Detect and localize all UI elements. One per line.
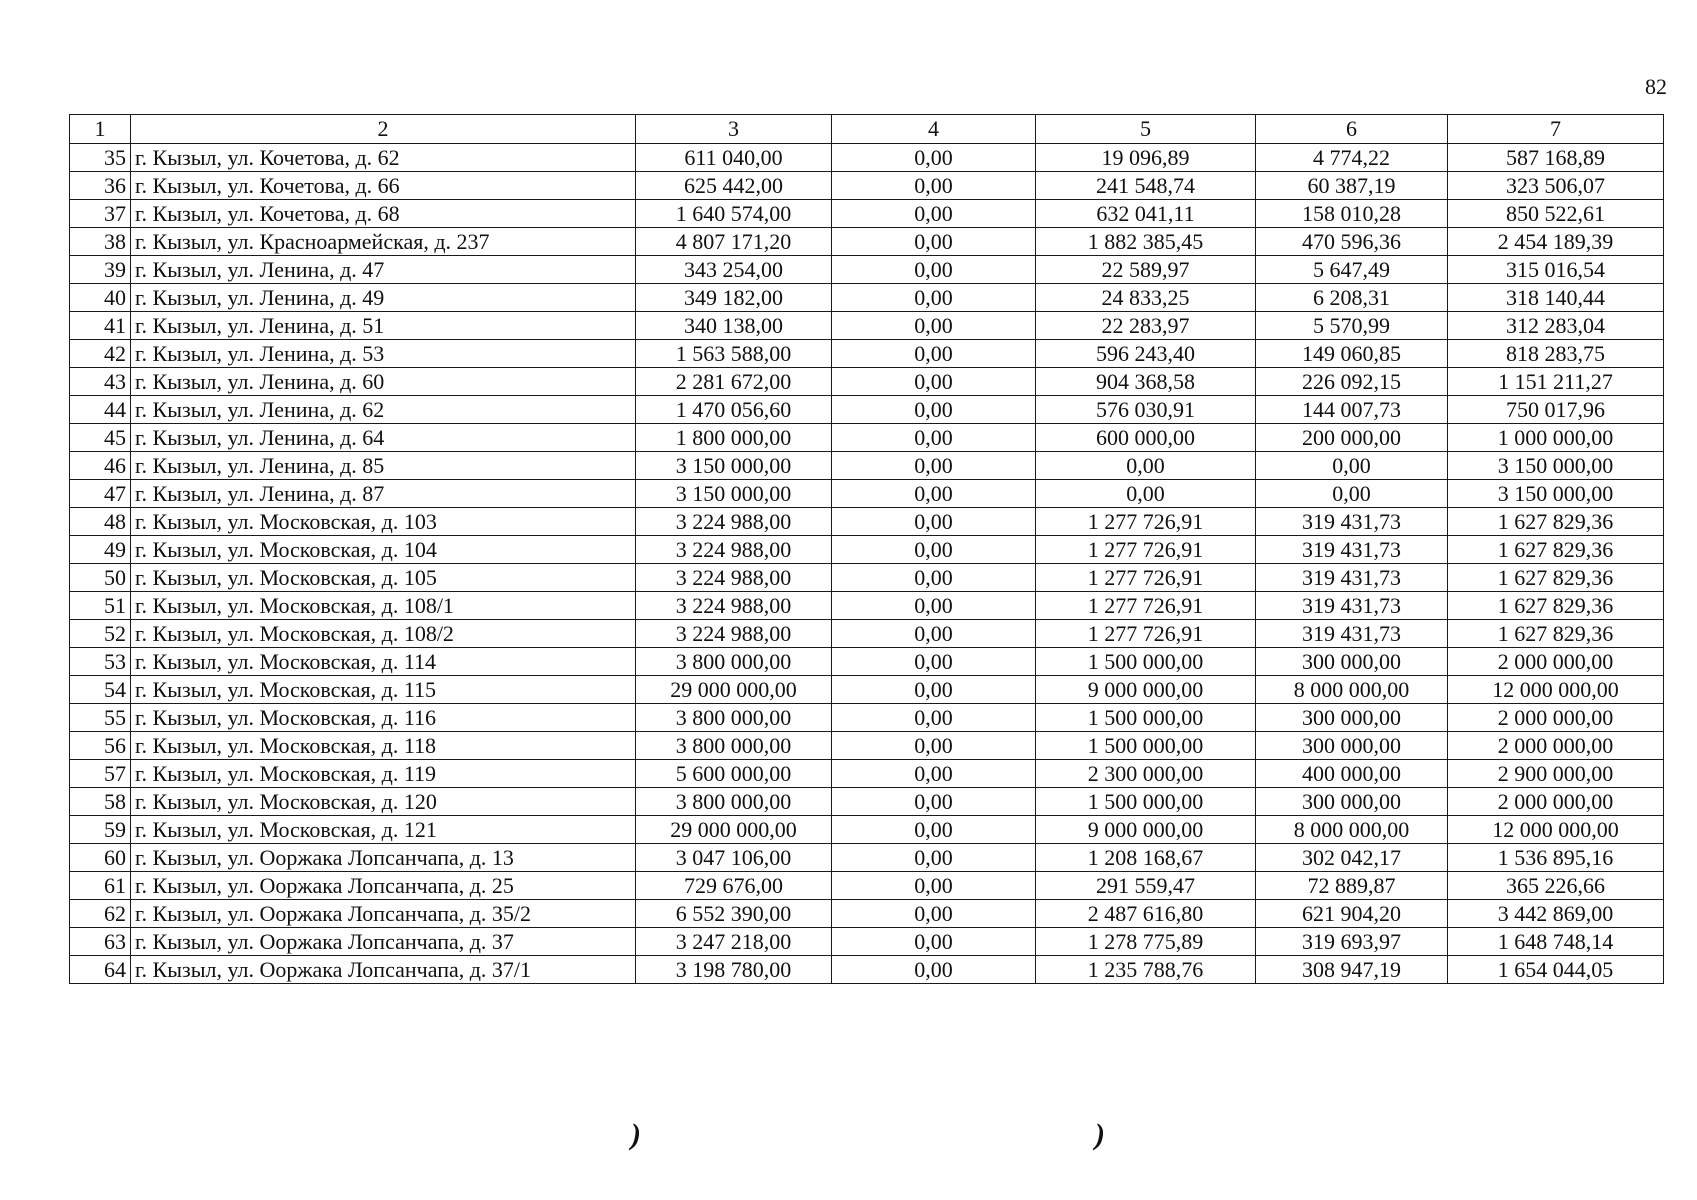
value-col-3-cell: 3 224 988,00	[636, 564, 832, 592]
address-cell: г. Кызыл, ул. Кочетова, д. 68	[131, 200, 636, 228]
row-number-cell: 45	[70, 424, 131, 452]
value-col-4-cell: 0,00	[832, 508, 1036, 536]
address-cell: г. Кызыл, ул. Ленина, д. 49	[131, 284, 636, 312]
value-col-6-cell: 0,00	[1256, 452, 1448, 480]
value-col-7-cell: 1 627 829,36	[1448, 508, 1664, 536]
value-col-3-cell: 1 640 574,00	[636, 200, 832, 228]
value-col-5-cell: 632 041,11	[1036, 200, 1256, 228]
value-col-3-cell: 3 800 000,00	[636, 732, 832, 760]
column-header-2: 2	[131, 115, 636, 144]
value-col-3-cell: 349 182,00	[636, 284, 832, 312]
value-col-5-cell: 9 000 000,00	[1036, 676, 1256, 704]
value-col-4-cell: 0,00	[832, 396, 1036, 424]
value-col-3-cell: 3 800 000,00	[636, 788, 832, 816]
table-row	[70, 872, 1664, 900]
value-col-5-cell: 1 278 775,89	[1036, 928, 1256, 956]
value-col-4-cell: 0,00	[832, 956, 1036, 984]
value-col-5-cell: 22 589,97	[1036, 256, 1256, 284]
value-col-4-cell: 0,00	[832, 452, 1036, 480]
table-row	[70, 396, 1664, 424]
value-col-3-cell: 1 800 000,00	[636, 424, 832, 452]
value-col-4-cell: 0,00	[832, 480, 1036, 508]
value-col-6-cell: 60 387,19	[1256, 172, 1448, 200]
column-header-5: 5	[1036, 115, 1256, 144]
address-cell: г. Кызыл, ул. Ленина, д. 47	[131, 256, 636, 284]
value-col-6-cell: 300 000,00	[1256, 788, 1448, 816]
address-cell: г. Кызыл, ул. Ленина, д. 62	[131, 396, 636, 424]
value-col-4-cell: 0,00	[832, 648, 1036, 676]
value-col-4-cell: 0,00	[832, 200, 1036, 228]
address-cell: г. Кызыл, ул. Московская, д. 108/1	[131, 592, 636, 620]
row-number-cell: 39	[70, 256, 131, 284]
value-col-7-cell: 1 627 829,36	[1448, 564, 1664, 592]
value-col-6-cell: 0,00	[1256, 480, 1448, 508]
value-col-5-cell: 1 277 726,91	[1036, 592, 1256, 620]
value-col-4-cell: 0,00	[832, 424, 1036, 452]
data-table	[69, 114, 1664, 984]
value-col-6-cell: 8 000 000,00	[1256, 676, 1448, 704]
value-col-3-cell: 343 254,00	[636, 256, 832, 284]
value-col-7-cell: 818 283,75	[1448, 340, 1664, 368]
value-col-6-cell: 319 431,73	[1256, 508, 1448, 536]
value-col-3-cell: 1 563 588,00	[636, 340, 832, 368]
column-header-7: 7	[1448, 115, 1664, 144]
column-header-6: 6	[1256, 115, 1448, 144]
value-col-4-cell: 0,00	[832, 172, 1036, 200]
value-col-6-cell: 308 947,19	[1256, 956, 1448, 984]
table-row	[70, 368, 1664, 396]
header-row	[70, 115, 1664, 144]
table-row	[70, 312, 1664, 340]
value-col-6-cell: 300 000,00	[1256, 732, 1448, 760]
address-cell: г. Кызыл, ул. Московская, д. 120	[131, 788, 636, 816]
table-row	[70, 620, 1664, 648]
value-col-6-cell: 400 000,00	[1256, 760, 1448, 788]
table-row	[70, 760, 1664, 788]
value-col-3-cell: 3 800 000,00	[636, 704, 832, 732]
value-col-3-cell: 29 000 000,00	[636, 676, 832, 704]
row-number-cell: 51	[70, 592, 131, 620]
value-col-7-cell: 365 226,66	[1448, 872, 1664, 900]
value-col-6-cell: 149 060,85	[1256, 340, 1448, 368]
value-col-5-cell: 0,00	[1036, 480, 1256, 508]
value-col-4-cell: 0,00	[832, 872, 1036, 900]
row-number-cell: 53	[70, 648, 131, 676]
value-col-7-cell: 2 000 000,00	[1448, 704, 1664, 732]
value-col-4-cell: 0,00	[832, 144, 1036, 172]
address-cell: г. Кызыл, ул. Ооржака Лопсанчапа, д. 25	[131, 872, 636, 900]
value-col-7-cell: 2 000 000,00	[1448, 732, 1664, 760]
value-col-6-cell: 621 904,20	[1256, 900, 1448, 928]
value-col-6-cell: 319 693,97	[1256, 928, 1448, 956]
row-number-cell: 61	[70, 872, 131, 900]
address-cell: г. Кызыл, ул. Московская, д. 119	[131, 760, 636, 788]
value-col-7-cell: 12 000 000,00	[1448, 676, 1664, 704]
value-col-7-cell: 1 627 829,36	[1448, 536, 1664, 564]
address-cell: г. Кызыл, ул. Московская, д. 116	[131, 704, 636, 732]
value-col-3-cell: 4 807 171,20	[636, 228, 832, 256]
table-row	[70, 788, 1664, 816]
address-cell: г. Кызыл, ул. Московская, д. 108/2	[131, 620, 636, 648]
value-col-5-cell: 2 300 000,00	[1036, 760, 1256, 788]
value-col-5-cell: 241 548,74	[1036, 172, 1256, 200]
value-col-7-cell: 1 654 044,05	[1448, 956, 1664, 984]
value-col-3-cell: 340 138,00	[636, 312, 832, 340]
table-row	[70, 144, 1664, 172]
value-col-5-cell: 19 096,89	[1036, 144, 1256, 172]
value-col-6-cell: 302 042,17	[1256, 844, 1448, 872]
value-col-3-cell: 1 470 056,60	[636, 396, 832, 424]
value-col-4-cell: 0,00	[832, 368, 1036, 396]
value-col-3-cell: 3 150 000,00	[636, 452, 832, 480]
value-col-6-cell: 319 431,73	[1256, 592, 1448, 620]
footer-mark: )	[631, 1118, 641, 1151]
value-col-6-cell: 300 000,00	[1256, 704, 1448, 732]
table-row	[70, 256, 1664, 284]
address-cell: г. Кызыл, ул. Московская, д. 105	[131, 564, 636, 592]
table-row	[70, 172, 1664, 200]
value-col-7-cell: 2 000 000,00	[1448, 648, 1664, 676]
row-number-cell: 43	[70, 368, 131, 396]
value-col-5-cell: 1 277 726,91	[1036, 620, 1256, 648]
value-col-6-cell: 319 431,73	[1256, 620, 1448, 648]
value-col-6-cell: 4 774,22	[1256, 144, 1448, 172]
value-col-4-cell: 0,00	[832, 256, 1036, 284]
value-col-4-cell: 0,00	[832, 844, 1036, 872]
value-col-3-cell: 3 224 988,00	[636, 508, 832, 536]
table-row	[70, 284, 1664, 312]
value-col-3-cell: 729 676,00	[636, 872, 832, 900]
value-col-3-cell: 3 198 780,00	[636, 956, 832, 984]
address-cell: г. Кызыл, ул. Московская, д. 114	[131, 648, 636, 676]
value-col-7-cell: 1 536 895,16	[1448, 844, 1664, 872]
row-number-cell: 56	[70, 732, 131, 760]
value-col-4-cell: 0,00	[832, 816, 1036, 844]
row-number-cell: 60	[70, 844, 131, 872]
value-col-5-cell: 1 500 000,00	[1036, 732, 1256, 760]
table-row	[70, 816, 1664, 844]
address-cell: г. Кызыл, ул. Ооржака Лопсанчапа, д. 37/1	[131, 956, 636, 984]
value-col-4-cell: 0,00	[832, 284, 1036, 312]
value-col-6-cell: 5 647,49	[1256, 256, 1448, 284]
address-cell: г. Кызыл, ул. Ленина, д. 53	[131, 340, 636, 368]
table-row	[70, 900, 1664, 928]
value-col-5-cell: 1 235 788,76	[1036, 956, 1256, 984]
value-col-4-cell: 0,00	[832, 704, 1036, 732]
value-col-6-cell: 8 000 000,00	[1256, 816, 1448, 844]
table-body	[70, 144, 1664, 984]
value-col-5-cell: 1 882 385,45	[1036, 228, 1256, 256]
row-number-cell: 46	[70, 452, 131, 480]
value-col-7-cell: 315 016,54	[1448, 256, 1664, 284]
table-row	[70, 452, 1664, 480]
value-col-5-cell: 291 559,47	[1036, 872, 1256, 900]
value-col-5-cell: 596 243,40	[1036, 340, 1256, 368]
value-col-5-cell: 904 368,58	[1036, 368, 1256, 396]
table-row	[70, 228, 1664, 256]
value-col-7-cell: 12 000 000,00	[1448, 816, 1664, 844]
value-col-7-cell: 3 442 869,00	[1448, 900, 1664, 928]
table-row	[70, 676, 1664, 704]
value-col-6-cell: 319 431,73	[1256, 564, 1448, 592]
row-number-cell: 47	[70, 480, 131, 508]
value-col-4-cell: 0,00	[832, 760, 1036, 788]
value-col-5-cell: 1 500 000,00	[1036, 704, 1256, 732]
table-row	[70, 424, 1664, 452]
value-col-6-cell: 6 208,31	[1256, 284, 1448, 312]
value-col-4-cell: 0,00	[832, 676, 1036, 704]
table-row	[70, 200, 1664, 228]
row-number-cell: 44	[70, 396, 131, 424]
table-row	[70, 928, 1664, 956]
value-col-7-cell: 323 506,07	[1448, 172, 1664, 200]
row-number-cell: 36	[70, 172, 131, 200]
value-col-7-cell: 1 000 000,00	[1448, 424, 1664, 452]
table-row	[70, 480, 1664, 508]
table-row	[70, 956, 1664, 984]
column-header-1: 1	[70, 115, 131, 144]
row-number-cell: 37	[70, 200, 131, 228]
value-col-6-cell: 300 000,00	[1256, 648, 1448, 676]
address-cell: г. Кызыл, ул. Ленина, д. 87	[131, 480, 636, 508]
address-cell: г. Кызыл, ул. Ооржака Лопсанчапа, д. 13	[131, 844, 636, 872]
table-row	[70, 340, 1664, 368]
row-number-cell: 41	[70, 312, 131, 340]
row-number-cell: 35	[70, 144, 131, 172]
value-col-7-cell: 2 900 000,00	[1448, 760, 1664, 788]
column-header-4: 4	[832, 115, 1036, 144]
address-cell: г. Кызыл, ул. Ооржака Лопсанчапа, д. 37	[131, 928, 636, 956]
value-col-3-cell: 3 224 988,00	[636, 620, 832, 648]
row-number-cell: 58	[70, 788, 131, 816]
value-col-5-cell: 576 030,91	[1036, 396, 1256, 424]
value-col-3-cell: 3 247 218,00	[636, 928, 832, 956]
table-row	[70, 704, 1664, 732]
value-col-7-cell: 1 627 829,36	[1448, 620, 1664, 648]
value-col-5-cell: 22 283,97	[1036, 312, 1256, 340]
value-col-5-cell: 0,00	[1036, 452, 1256, 480]
value-col-5-cell: 1 277 726,91	[1036, 536, 1256, 564]
value-col-6-cell: 5 570,99	[1256, 312, 1448, 340]
row-number-cell: 52	[70, 620, 131, 648]
table-row	[70, 844, 1664, 872]
row-number-cell: 40	[70, 284, 131, 312]
value-col-3-cell: 2 281 672,00	[636, 368, 832, 396]
value-col-6-cell: 158 010,28	[1256, 200, 1448, 228]
value-col-6-cell: 72 889,87	[1256, 872, 1448, 900]
value-col-7-cell: 2 454 189,39	[1448, 228, 1664, 256]
address-cell: г. Кызыл, ул. Кочетова, д. 62	[131, 144, 636, 172]
row-number-cell: 55	[70, 704, 131, 732]
value-col-6-cell: 144 007,73	[1256, 396, 1448, 424]
row-number-cell: 64	[70, 956, 131, 984]
value-col-3-cell: 29 000 000,00	[636, 816, 832, 844]
value-col-3-cell: 3 047 106,00	[636, 844, 832, 872]
value-col-7-cell: 1 151 211,27	[1448, 368, 1664, 396]
row-number-cell: 38	[70, 228, 131, 256]
table-row	[70, 536, 1664, 564]
value-col-3-cell: 3 224 988,00	[636, 592, 832, 620]
address-cell: г. Кызыл, ул. Кочетова, д. 66	[131, 172, 636, 200]
value-col-4-cell: 0,00	[832, 228, 1036, 256]
column-header-3: 3	[636, 115, 832, 144]
value-col-4-cell: 0,00	[832, 620, 1036, 648]
value-col-3-cell: 3 800 000,00	[636, 648, 832, 676]
value-col-7-cell: 312 283,04	[1448, 312, 1664, 340]
value-col-4-cell: 0,00	[832, 564, 1036, 592]
address-cell: г. Кызыл, ул. Московская, д. 104	[131, 536, 636, 564]
value-col-5-cell: 1 208 168,67	[1036, 844, 1256, 872]
table-row	[70, 648, 1664, 676]
value-col-6-cell: 319 431,73	[1256, 536, 1448, 564]
value-col-5-cell: 1 500 000,00	[1036, 788, 1256, 816]
value-col-7-cell: 1 648 748,14	[1448, 928, 1664, 956]
value-col-7-cell: 318 140,44	[1448, 284, 1664, 312]
address-cell: г. Кызыл, ул. Московская, д. 121	[131, 816, 636, 844]
row-number-cell: 63	[70, 928, 131, 956]
value-col-7-cell: 850 522,61	[1448, 200, 1664, 228]
footer-mark: )	[1095, 1118, 1105, 1151]
value-col-4-cell: 0,00	[832, 928, 1036, 956]
value-col-5-cell: 24 833,25	[1036, 284, 1256, 312]
row-number-cell: 49	[70, 536, 131, 564]
row-number-cell: 62	[70, 900, 131, 928]
value-col-4-cell: 0,00	[832, 592, 1036, 620]
page-number: 82	[1645, 74, 1667, 99]
address-cell: г. Кызыл, ул. Ленина, д. 64	[131, 424, 636, 452]
value-col-6-cell: 226 092,15	[1256, 368, 1448, 396]
value-col-5-cell: 2 487 616,80	[1036, 900, 1256, 928]
address-cell: г. Кызыл, ул. Ленина, д. 51	[131, 312, 636, 340]
address-cell: г. Кызыл, ул. Ленина, д. 85	[131, 452, 636, 480]
value-col-7-cell: 587 168,89	[1448, 144, 1664, 172]
address-cell: г. Кызыл, ул. Московская, д. 115	[131, 676, 636, 704]
table-row	[70, 564, 1664, 592]
value-col-5-cell: 9 000 000,00	[1036, 816, 1256, 844]
address-cell: г. Кызыл, ул. Ооржака Лопсанчапа, д. 35/2	[131, 900, 636, 928]
table-row	[70, 592, 1664, 620]
table-row	[70, 732, 1664, 760]
row-number-cell: 54	[70, 676, 131, 704]
row-number-cell: 42	[70, 340, 131, 368]
value-col-4-cell: 0,00	[832, 340, 1036, 368]
value-col-3-cell: 5 600 000,00	[636, 760, 832, 788]
value-col-6-cell: 470 596,36	[1256, 228, 1448, 256]
value-col-3-cell: 3 224 988,00	[636, 536, 832, 564]
value-col-5-cell: 1 500 000,00	[1036, 648, 1256, 676]
table-row	[70, 508, 1664, 536]
value-col-3-cell: 625 442,00	[636, 172, 832, 200]
value-col-7-cell: 750 017,96	[1448, 396, 1664, 424]
value-col-4-cell: 0,00	[832, 312, 1036, 340]
value-col-4-cell: 0,00	[832, 536, 1036, 564]
value-col-7-cell: 1 627 829,36	[1448, 592, 1664, 620]
value-col-5-cell: 1 277 726,91	[1036, 564, 1256, 592]
value-col-4-cell: 0,00	[832, 788, 1036, 816]
value-col-3-cell: 6 552 390,00	[636, 900, 832, 928]
value-col-4-cell: 0,00	[832, 732, 1036, 760]
row-number-cell: 48	[70, 508, 131, 536]
value-col-7-cell: 2 000 000,00	[1448, 788, 1664, 816]
value-col-3-cell: 3 150 000,00	[636, 480, 832, 508]
value-col-5-cell: 600 000,00	[1036, 424, 1256, 452]
value-col-3-cell: 611 040,00	[636, 144, 832, 172]
address-cell: г. Кызыл, ул. Красноармейская, д. 237	[131, 228, 636, 256]
address-cell: г. Кызыл, ул. Московская, д. 118	[131, 732, 636, 760]
value-col-7-cell: 3 150 000,00	[1448, 480, 1664, 508]
value-col-5-cell: 1 277 726,91	[1036, 508, 1256, 536]
row-number-cell: 50	[70, 564, 131, 592]
value-col-6-cell: 200 000,00	[1256, 424, 1448, 452]
row-number-cell: 57	[70, 760, 131, 788]
value-col-4-cell: 0,00	[832, 900, 1036, 928]
address-cell: г. Кызыл, ул. Московская, д. 103	[131, 508, 636, 536]
address-cell: г. Кызыл, ул. Ленина, д. 60	[131, 368, 636, 396]
row-number-cell: 59	[70, 816, 131, 844]
value-col-7-cell: 3 150 000,00	[1448, 452, 1664, 480]
